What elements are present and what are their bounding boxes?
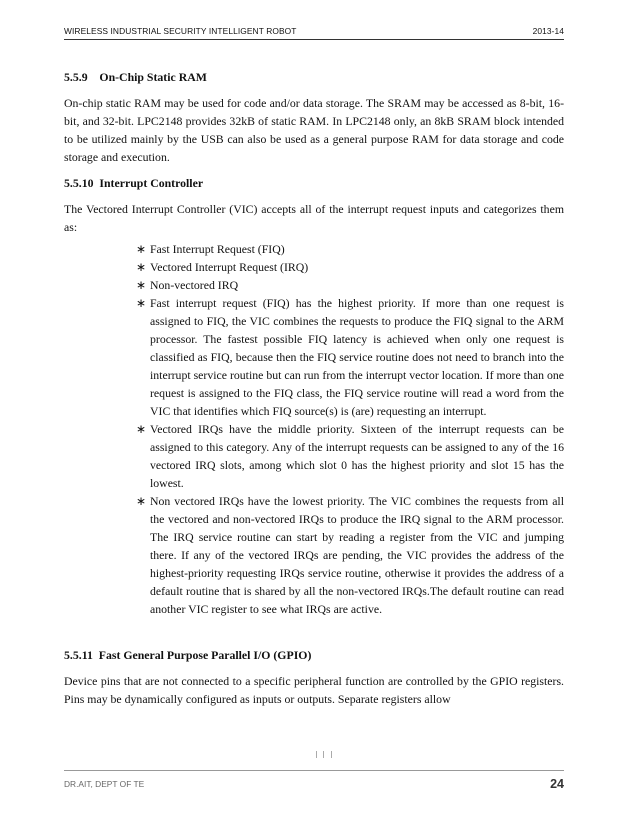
bullet-icon: ∗ (136, 260, 146, 274)
bullet-icon: ∗ (136, 296, 146, 310)
section-number: 5.5.10 (64, 176, 94, 190)
section-number: 5.5.11 (64, 648, 93, 662)
page-header (64, 26, 564, 40)
section-title: Interrupt Controller (99, 176, 204, 190)
list-item (136, 258, 564, 276)
page-number: 24 (550, 777, 564, 791)
list-item-text: Fast interrupt request (FIQ) has the highest priority. If more than one request is assigned to FIQ, the VIC combines the requests to produce the FIQ signal to the ARM processor. The fastest possible FIQ latency is achieved when only one request is classified as FIQ, because then the FIQ service routine does not need to branch into the interrupt service routine but can run from the interrupt vector location. If more than one request is assigned to the FIQ class, the FIQ service routine will read a word from the VIC that identifies which FIQ source(s) is (are) requesting an interrupt. (150, 296, 564, 418)
section-heading-gpio (64, 646, 564, 664)
section-title: Fast General Purpose Parallel I/O (GPIO) (98, 648, 312, 662)
interrupt-bullet-list (64, 240, 564, 618)
list-item (136, 492, 564, 618)
paragraph-gpio: Device pins that are not connected to a specific peripheral function are controlled by the GPIO registers. Pins may be dynamically configured as inputs or outputs. Separate registers allow (64, 674, 564, 706)
footer-department: DR.AIT, DEPT OF TE (64, 779, 145, 789)
bullet-icon: ∗ (136, 422, 146, 436)
paragraph-sram: On-chip static RAM may be used for code and/or data storage. The SRAM may be accessed as 8-bit, 16-bit, and 32-bit. LPC2148 provides 32kB of static RAM. In LPC2148 only, an 8kB SRAM block intended to be utilized mainly by the USB can also be used as a general purpose RAM for data storage and code storage and execution. (64, 96, 564, 164)
section-heading-sram (64, 68, 564, 86)
section-number: 5.5.9 (64, 70, 88, 84)
list-item-text: Fast Interrupt Request (FIQ) (150, 242, 285, 256)
section-heading-interrupt (64, 174, 564, 192)
list-item (136, 240, 564, 258)
list-item-text: Non vectored IRQs have the lowest priority. The VIC combines the requests from all the vectored and non-vectored IRQs to produce the IRQ signal to the ARM processor. The IRQ service routine can start by reading a register from the VIC and jumping there. If any of the vectored IRQs are pending, the VIC provides the address of the highest-priority requesting IRQs service routine, otherwise it provides the address of a default routine that is shared by all the non-vectored IRQs.The default routine can read another VIC register to see what IRQs are active. (150, 494, 564, 616)
list-item (136, 276, 564, 294)
footer-divider-icon (316, 751, 332, 758)
bullet-icon: ∗ (136, 494, 146, 508)
list-item (136, 294, 564, 420)
list-item-text: Non-vectored IRQ (150, 278, 239, 292)
bullet-icon: ∗ (136, 278, 146, 292)
section-title: On-Chip Static RAM (99, 70, 207, 84)
list-item (136, 420, 564, 492)
page-content (64, 68, 564, 708)
header-year: 2013-14 (532, 26, 564, 36)
page-footer (64, 770, 564, 791)
list-item-text: Vectored IRQs have the middle priority. Sixteen of the interrupt requests can be assigned to this category. Any of the interrupt requests can be assigned to any of the 16 vectored IRQ slots, among which slot 0 has the highest priority and slot 15 has the lowest. (150, 422, 564, 490)
header-title: WIRELESS INDUSTRIAL SECURITY INTELLIGENT ROBOT (64, 26, 297, 36)
paragraph-interrupt-intro: The Vectored Interrupt Controller (VIC) accepts all of the interrupt request inputs and categorizes them as: (64, 202, 564, 234)
list-item-text: Vectored Interrupt Request (IRQ) (150, 260, 309, 274)
bullet-icon: ∗ (136, 242, 146, 256)
